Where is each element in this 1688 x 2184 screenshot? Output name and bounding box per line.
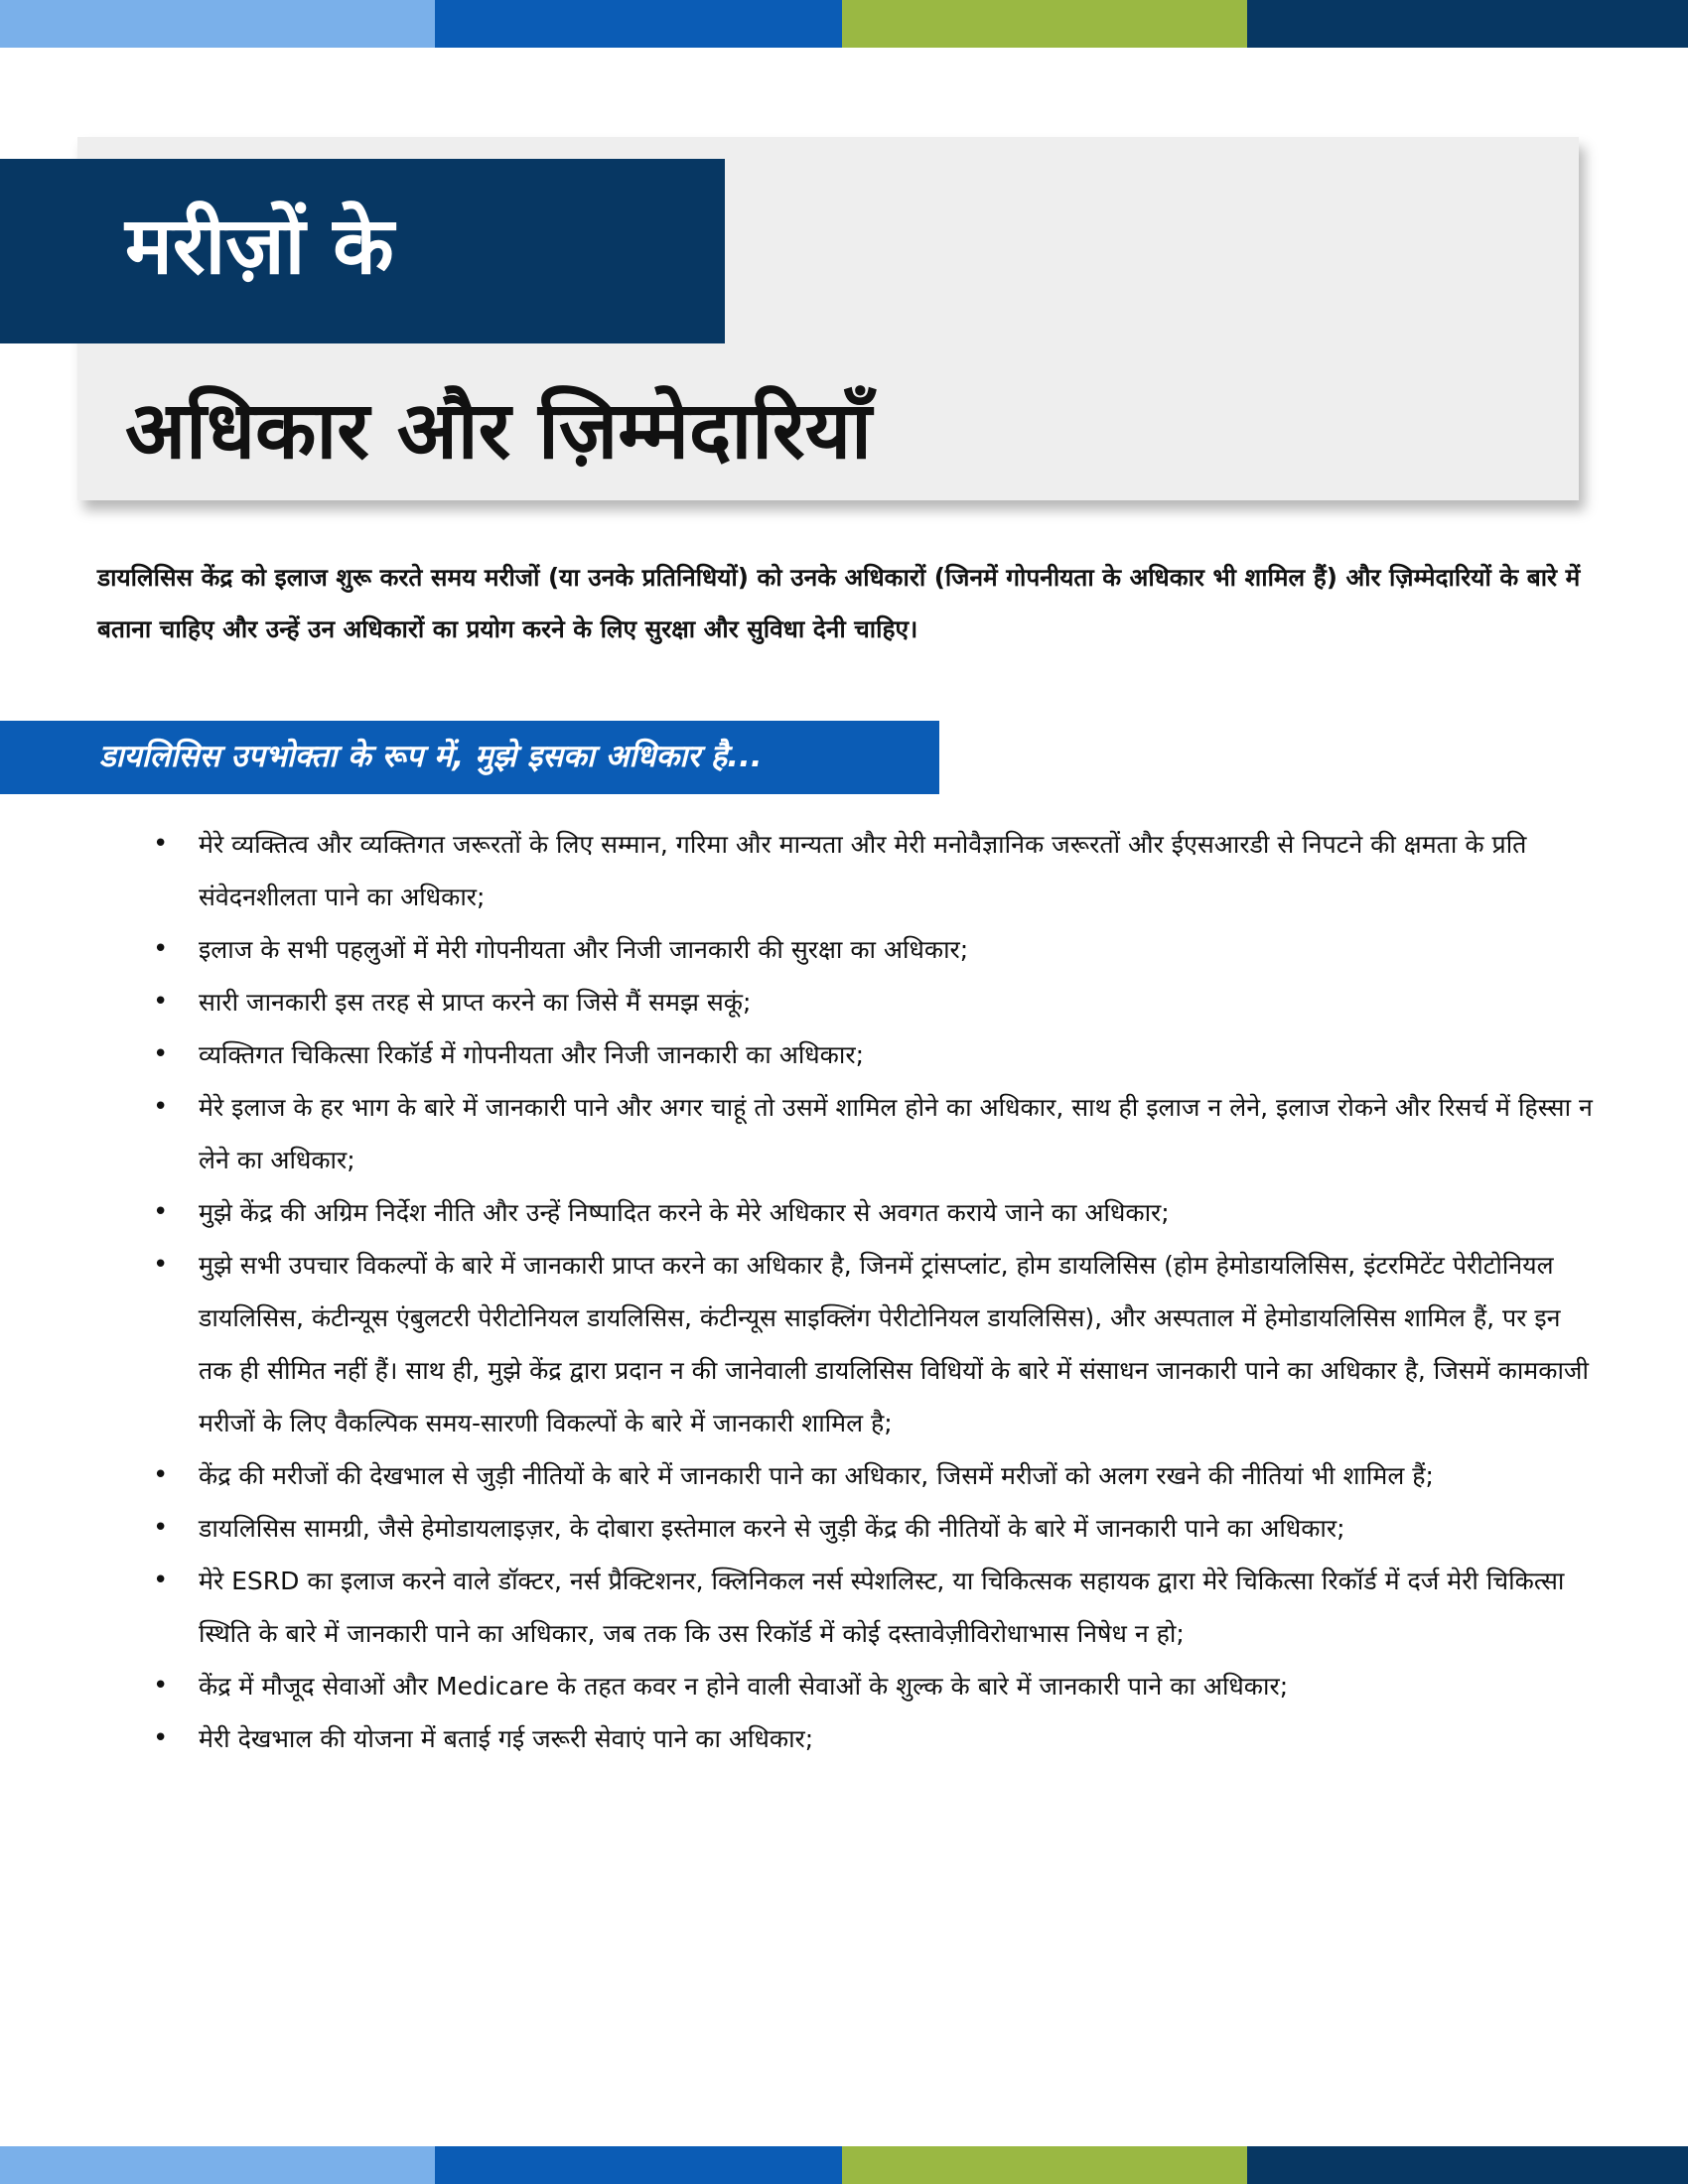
list-item [153,818,1594,923]
list-item [153,1555,1594,1660]
stripe-segment-blue [435,0,842,48]
list-item [153,1449,1594,1502]
list-item [153,1712,1594,1765]
list-item-text: सारी जानकारी इस तरह से प्राप्त करने का जिसे मैं समझ सकूं; [199,988,752,1017]
bullet-icon: • [153,987,169,1017]
list-item-text: इलाज के सभी पहलुओं में मेरी गोपनीयता और निजी जानकारी की सुरक्षा का अधिकार; [199,935,969,964]
stripe-segment-navy [1247,2146,1688,2184]
stripe-segment-blue [435,2146,842,2184]
list-item-text: मुझे सभी उपचार विकल्पों के बारे में जानकारी प्राप्त करने का अधिकार है, जिनमें ट्रांसप्लांट, होम डायलिसिस (होम हेमोडायलिसिस, इंटरमिटेंट पेरीटोनियल डायलिसिस, कंटीन्यूस एंबुलटरी पेरीटोनियल डायलिसिस, कंटीन्यूस साइक्लिंग पेरीटोनियल डायलिसिस), और अस्पताल में हेमोडायलिसिस शामिल हैं, पर इन तक ही सीमित नहीं हैं। साथ ही, मुझे केंद्र द्वारा प्रदान न की जानेवाली डायलिसिस विधियों के बारे में संसाधन जानकारी पाने का अधिकार है, जिसमें कामकाजी मरीजों के लिए वैकल्पिक समय-सारणी विकल्पों के बारे में जानकारी शामिल है; [199,1251,1589,1437]
list-item [153,1660,1594,1712]
list-item-text: मेरे व्यक्तित्व और व्यक्तिगत जरूरतों के लिए सम्मान, गरिमा और मान्यता और मेरी मनोवैज्ञानिक जरूरतों और ईएसआरडी से निपटने की क्षमता के प्रति संवेदनशीलता पाने का अधिकार; [199,830,1527,911]
list-item-text: केंद्र में मौजूद सेवाओं और Medicare के तहत कवर न होने वाली सेवाओं के शुल्क के बारे में जानकारी पाने का अधिकार; [199,1672,1289,1701]
section-header-title: डायलिसिस उपभोक्ता के रूप में, मुझे इसका अधिकार है... [99,739,763,774]
list-item [153,923,1594,976]
list-item-text: डायलिसिस सामग्री, जैसे हेमोडायलाइज़र, के दोबारा इस्तेमाल करने से जुड़ी केंद्र की नीतियों के बारे में जानकारी पाने का अधिकार; [199,1514,1345,1543]
bullet-icon: • [153,934,169,964]
list-item-text: मेरी देखभाल की योजना में बताई गई जरूरी सेवाएं पाने का अधिकार; [199,1724,814,1753]
stripe-segment-green [842,0,1247,48]
bullet-icon: • [153,1723,169,1753]
list-item-text: मुझे केंद्र की अग्रिम निर्देश नीति और उन्हें निष्पादित करने के मेरे अधिकार से अवगत कराये जाने का अधिकार; [199,1198,1170,1227]
list-item-text: केंद्र की मरीजों की देखभाल से जुड़ी नीतियों के बारे में जानकारी पाने का अधिकार, जिसमें मरीजों को अलग रखने की नीतियां भी शामिल हैं; [199,1461,1434,1490]
top-color-stripe [0,0,1688,48]
list-item [153,976,1594,1028]
bullet-icon: • [153,829,169,859]
bullet-icon: • [153,1671,169,1701]
page-title-line-2: अधिकार और ज़िम्मेदारियाँ [125,384,872,477]
stripe-segment-light-blue [0,0,435,48]
stripe-segment-navy [1247,0,1688,48]
list-item [153,1081,1594,1186]
stripe-segment-light-blue [0,2146,435,2184]
list-item-text: मेरे इलाज के हर भाग के बारे में जानकारी पाने और अगर चाहूं तो उसमें शामिल होने का अधिकार, साथ ही इलाज न लेने, इलाज रोकने और रिसर्च में हिस्सा न लेने का अधिकार; [199,1093,1593,1174]
bullet-icon: • [153,1197,169,1227]
rights-list [0,818,1688,1765]
page-title-line-1: मरीज़ों के [125,200,394,292]
list-item [153,1186,1594,1239]
list-item [153,1239,1594,1449]
bullet-icon: • [153,1460,169,1490]
bottom-color-stripe [0,2146,1688,2184]
list-item [153,1028,1594,1081]
bullet-icon: • [153,1513,169,1543]
list-item-text: व्यक्तिगत चिकित्सा रिकॉर्ड में गोपनीयता और निजी जानकारी का अधिकार; [199,1040,864,1069]
list-item [153,1502,1594,1555]
bullet-icon: • [153,1250,169,1280]
list-item-text: मेरे ESRD का इलाज करने वाले डॉक्टर, नर्स प्रैक्टिशनर, क्लिनिकल नर्स स्पेशलिस्ट, या चिकित्सक सहायक द्वारा मेरे चिकित्सा रिकॉर्ड में दर्ज मेरी चिकित्सा स्थिति के बारे में जानकारी पाने का अधिकार, जब तक कि उस रिकॉर्ड में कोई दस्तावेज़ीविरोधाभास निषेध न हो; [199,1567,1565,1648]
bullet-icon: • [153,1039,169,1069]
stripe-segment-green [842,2146,1247,2184]
bullet-icon: • [153,1566,169,1595]
bullet-icon: • [153,1092,169,1122]
intro-paragraph: डायलिसिस केंद्र को इलाज शुरू करते समय मरीजों (या उनके प्रतिनिधियों) को उनके अधिकारों (जिनमें गोपनीयता के अधिकार भी शामिल हैं) और ज़िम्मेदारियों के बारे में बताना चाहिए और उन्हें उन अधिकारों का प्रयोग करने के लिए सुरक्षा और सुविधा देनी चाहिए। [97,563,1581,643]
